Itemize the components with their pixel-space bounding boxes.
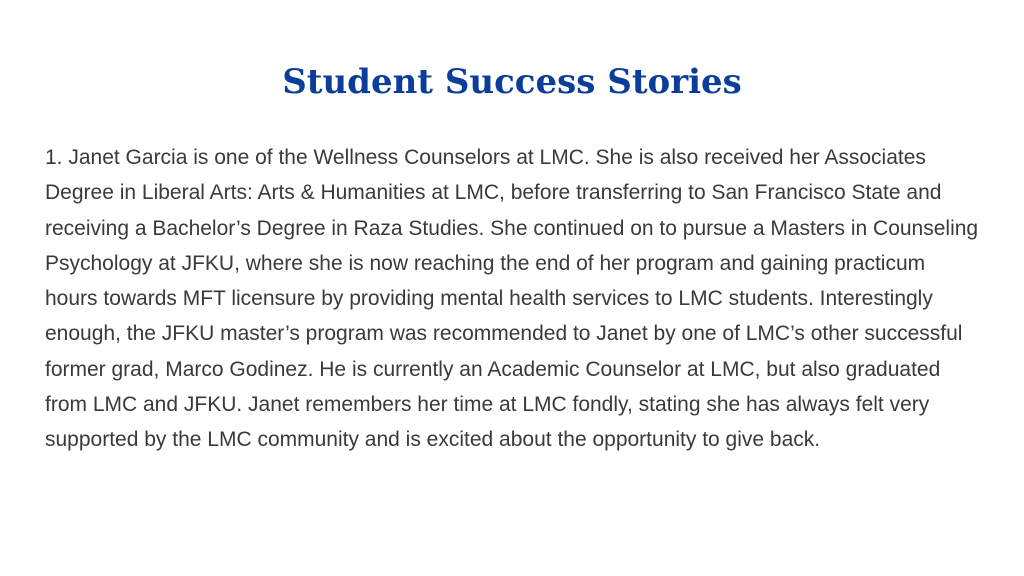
slide-title: Student Success Stories [282, 62, 742, 102]
story-paragraph: 1. Janet Garcia is one of the Wellness Counselors at LMC. She is also received her Associates Degree in Liberal Arts: Arts & Humanities at LMC, before transferring to San Francisco State and receiving a Bachelor’s Degree in Raza Studies. She continued on to pursue a Masters in Counseling Psychology at JFKU, where she is now reaching the end of her program and gaining practicum hours towards MFT licensure by providing mental health services to LMC students. Interestingly enough, the JFKU master’s program was recommended to Janet by one of LMC’s other successful former grad, Marco Godinez. He is currently an Academic Counselor at LMC, but also graduated from LMC and JFKU. Janet remembers her time at LMC fondly, stating she has always felt very supported by the LMC community and is excited about the opportunity to give back. [45, 146, 979, 452]
